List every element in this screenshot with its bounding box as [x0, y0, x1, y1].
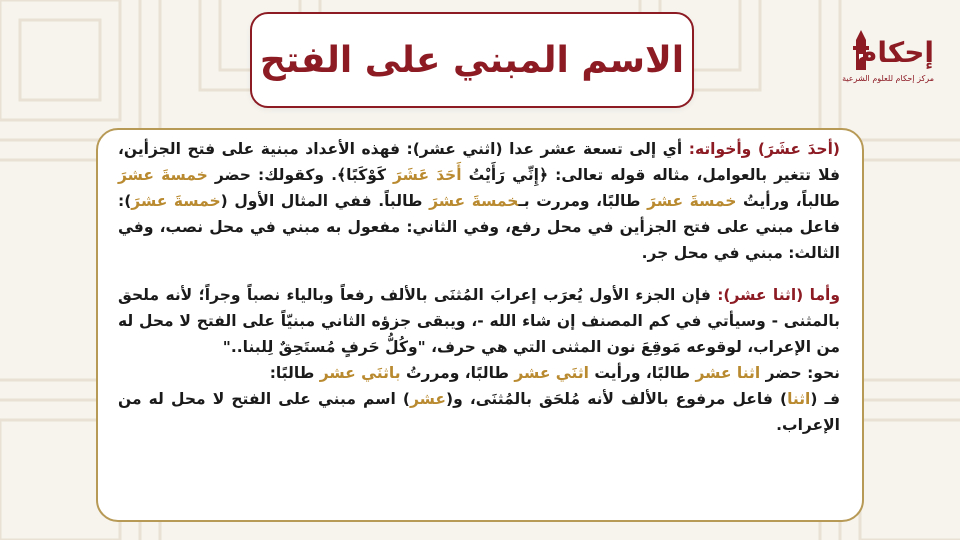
- logo: [842, 24, 934, 96]
- highlight-term: خمسةَ عشرَ: [647, 192, 737, 210]
- text-run: ): فاعل مبني على فتح الجزأين في محل رفع، وفي الثاني: مفعول به مبني في محل نصب، وفي الثالث: مبني في محل جر.: [118, 192, 840, 262]
- text-run: ) فاعل مرفوع بالألف لأنه مُلحَق بالمُثنَى، و(: [445, 390, 788, 408]
- paragraph-heading: وأما (اثنا عشر):: [717, 286, 840, 304]
- highlight-term: باثنَي عشر: [319, 364, 401, 382]
- highlight-term: خمسةَ عشرَ: [131, 192, 221, 210]
- text-run: كَوْكَبًا﴾. وكقولك: حضر: [207, 166, 394, 184]
- page-title: الاسم المبني على الفتح: [259, 39, 685, 81]
- text-run: فـ (: [810, 390, 840, 408]
- text-run: طالباً. ففي المثال الأول (: [220, 192, 430, 210]
- highlight-term: عشر: [409, 390, 446, 408]
- text-run: أي إلى تسعة عشر عدا (اثني عشر): فهذه الأعداد مبنية على فتح الجزأين، فلا تتغير بالعوامل، مثاله قوله تعالى: ﴿إِنِّي رَأَيْتُ: [118, 140, 840, 184]
- text-run: طالباً، ورأيتُ: [736, 192, 841, 210]
- paragraph-ahada-ashar: [118, 136, 840, 266]
- title-box: [250, 12, 694, 108]
- highlight-term: اثنَي عشر: [514, 364, 589, 382]
- content-text: [118, 136, 840, 454]
- highlight-term: خمسةَ عشرَ: [429, 192, 519, 210]
- text-run: فإن الجزء الأول يُعرَب إعرابَ المُثنَى بالألف رفعاً وبالياء نصباً وجراً؛ لأنه ملحق بالمثنى - وسيأتي في كم المصنف إن شاء الله -، ويبقى جزؤه الثاني مبنيّاً على الفتح لا محل له من الإعراب، لوقوعه مَوقِعَ نون المثنى التي هي حرف، "وكُلُّ حَرفٍ مُستَحِقٌ لِلبنا..": [118, 286, 840, 356]
- text-run: طالبًا، ورأيت: [588, 364, 696, 382]
- paragraph-heading: (أحدَ عشَرَ) وأخواته:: [688, 140, 841, 158]
- text-run: ) اسم مبني على الفتح لا محل له من الإعراب.: [118, 390, 840, 434]
- paragraph-ithna-ashar: [118, 282, 840, 438]
- text-run: طالبًا، ومررتُ: [400, 364, 515, 382]
- highlight-term: اثنا عشر: [695, 364, 761, 382]
- logo-subtitle: مركز إحكام للعلوم الشرعية: [842, 74, 934, 83]
- highlight-term: اثنا: [787, 390, 811, 408]
- text-run: طالبًا، ومررت بـ: [518, 192, 648, 210]
- logo-word: إحكام: [856, 36, 934, 69]
- text-run: طالبًا:: [269, 364, 320, 382]
- text-run: نحو: حضر: [760, 364, 840, 382]
- highlight-term: خمسةَ عشرَ: [118, 166, 208, 184]
- highlight-term: أَحَدَ عَشَرَ: [393, 166, 462, 184]
